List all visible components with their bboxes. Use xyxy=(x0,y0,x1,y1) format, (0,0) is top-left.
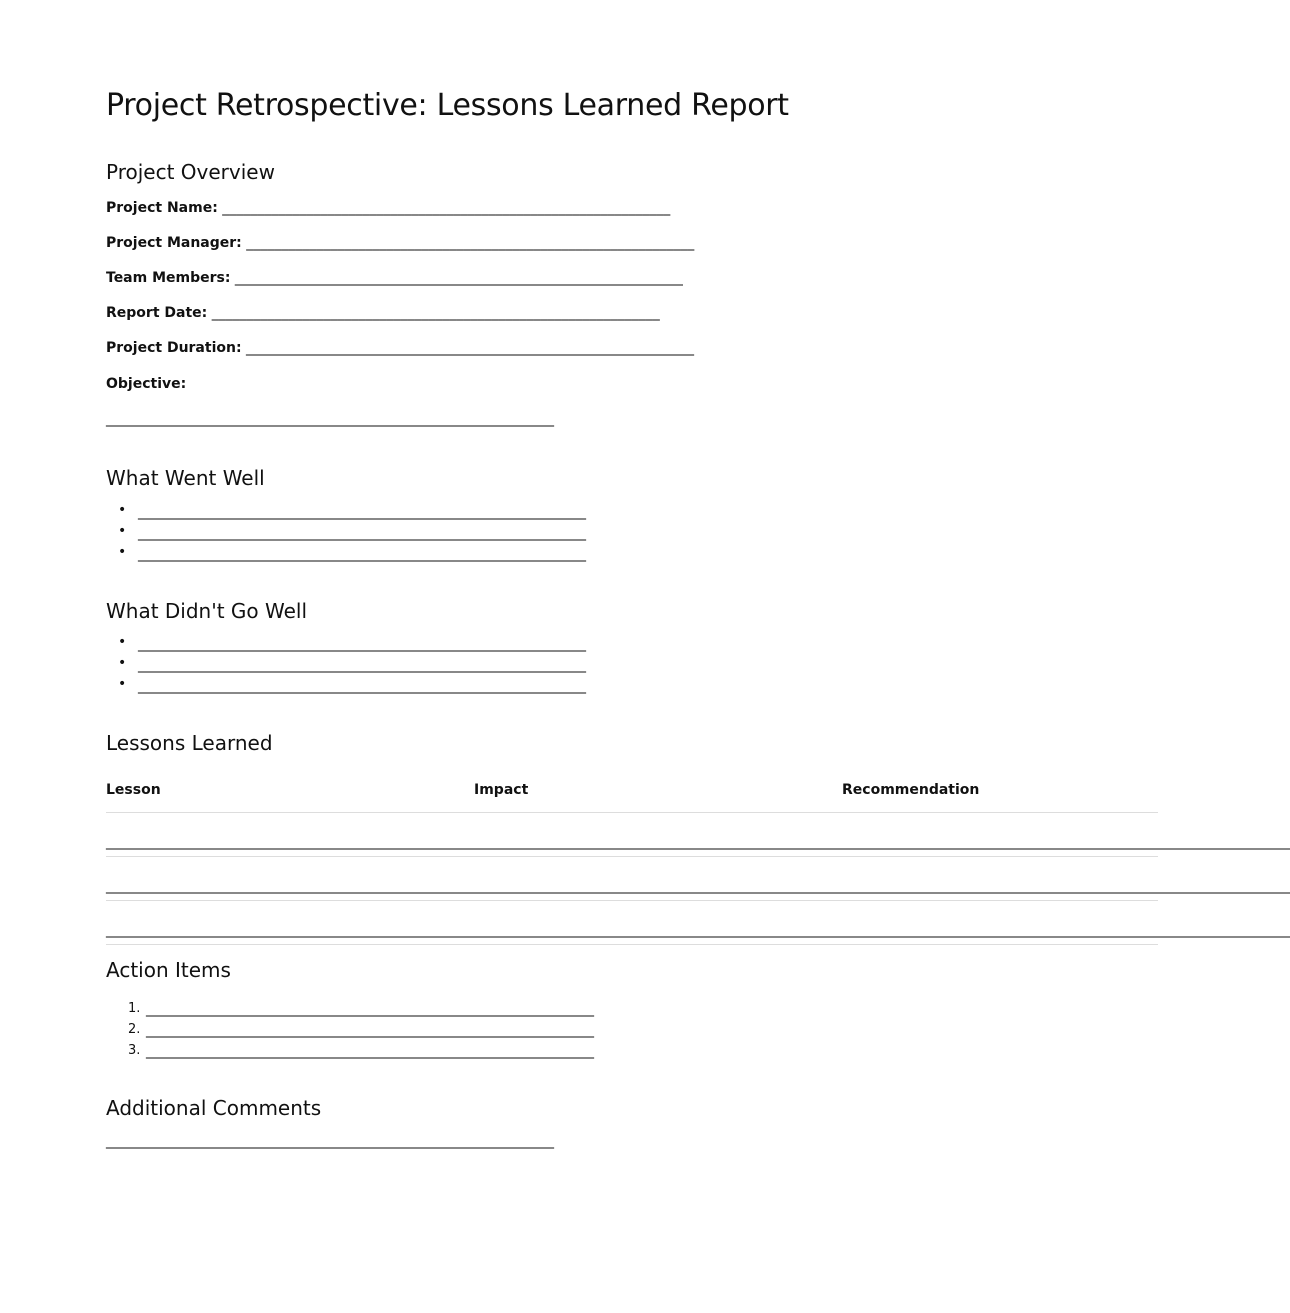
list-number: 3. xyxy=(128,1043,141,1058)
table-row xyxy=(106,857,1158,901)
table-cell xyxy=(842,813,1290,857)
list-item xyxy=(106,634,586,657)
blank-line[interactable]: ________________________________________________________________ xyxy=(146,1022,594,1038)
list-number: 1. xyxy=(128,1001,141,1016)
blank-line[interactable]: ________________________________________________________________ xyxy=(106,411,554,427)
section-heading-didnt-go-well: What Didn't Go Well xyxy=(106,599,308,623)
section-heading-lessons-learned: Lessons Learned xyxy=(106,731,273,755)
bullet-icon: • xyxy=(118,676,127,692)
blank-line[interactable]: ________________________________________________________________ xyxy=(234,270,683,286)
list-item xyxy=(106,502,586,525)
field-team-members xyxy=(106,270,683,286)
comments-blank xyxy=(106,1133,554,1149)
table-cell xyxy=(474,813,922,857)
list-number: 2. xyxy=(128,1022,141,1037)
didnt-go-well-list xyxy=(106,634,586,699)
table-cell xyxy=(842,901,1290,945)
field-label: Objective: xyxy=(106,376,187,392)
list-item xyxy=(106,655,586,678)
list-item xyxy=(106,1022,594,1043)
column-header-lesson: Lesson xyxy=(106,778,474,813)
blank-line[interactable]: ________________________________________________________________ xyxy=(106,834,554,850)
objective-blank xyxy=(106,411,554,427)
table-cell xyxy=(106,813,554,857)
bullet-icon: • xyxy=(118,502,127,518)
blank-line[interactable]: ________________________________________________________________ xyxy=(138,636,586,652)
field-label: Project Manager: xyxy=(106,235,242,251)
went-well-list xyxy=(106,502,586,567)
field-project-name xyxy=(106,200,671,216)
list-item xyxy=(106,544,586,567)
column-header-impact: Impact xyxy=(474,778,842,813)
blank-line[interactable]: ________________________________________________________________ xyxy=(106,1133,554,1149)
blank-line[interactable]: ________________________________________________________________ xyxy=(138,678,586,694)
blank-line[interactable]: ________________________________________________________________ xyxy=(842,878,1290,894)
blank-line[interactable]: ________________________________________________________________ xyxy=(246,340,695,356)
page-title: Project Retrospective: Lessons Learned Report xyxy=(106,88,789,123)
section-heading-action-items: Action Items xyxy=(106,958,231,982)
blank-line[interactable]: ________________________________________________________________ xyxy=(842,834,1290,850)
blank-line[interactable]: ________________________________________________________________ xyxy=(146,1043,594,1059)
section-heading-additional-comments: Additional Comments xyxy=(106,1096,322,1120)
field-label: Report Date: xyxy=(106,305,208,321)
table-row xyxy=(106,901,1158,945)
blank-line[interactable]: ________________________________________________________________ xyxy=(222,200,671,216)
blank-line[interactable]: ________________________________________________________________ xyxy=(146,1001,594,1017)
field-label: Team Members: xyxy=(106,270,231,286)
table-cell xyxy=(106,901,554,945)
section-heading-went-well: What Went Well xyxy=(106,466,265,490)
blank-line[interactable]: ________________________________________________________________ xyxy=(842,922,1290,938)
field-project-duration xyxy=(106,340,695,356)
bullet-icon: • xyxy=(118,544,127,560)
list-item xyxy=(106,1043,594,1064)
bullet-icon: • xyxy=(118,523,127,539)
blank-line[interactable]: ________________________________________________________________ xyxy=(474,878,922,894)
blank-line[interactable]: ________________________________________________________________ xyxy=(138,546,586,562)
table-row xyxy=(106,813,1158,857)
field-objective xyxy=(106,376,186,392)
lessons-table xyxy=(106,778,1290,945)
table-cell xyxy=(474,901,922,945)
section-heading-overview: Project Overview xyxy=(106,160,275,184)
field-label: Project Name: xyxy=(106,200,218,216)
blank-line[interactable]: ________________________________________________________________ xyxy=(138,657,586,673)
field-project-manager xyxy=(106,235,695,251)
bullet-icon: • xyxy=(118,634,127,650)
table-cell xyxy=(842,857,1290,901)
blank-line[interactable]: ________________________________________________________________ xyxy=(106,878,554,894)
bullet-icon: • xyxy=(118,655,127,671)
blank-line[interactable]: ________________________________________________________________ xyxy=(211,305,660,321)
list-item xyxy=(106,523,586,546)
column-header-recommendation: Recommendation xyxy=(842,778,1158,813)
list-item xyxy=(106,1001,594,1022)
blank-line[interactable]: ________________________________________________________________ xyxy=(138,525,586,541)
table-cell xyxy=(106,857,554,901)
list-item xyxy=(106,676,586,699)
table-cell xyxy=(474,857,922,901)
field-label: Project Duration: xyxy=(106,340,242,356)
action-items-list xyxy=(106,1001,594,1064)
blank-line[interactable]: ________________________________________________________________ xyxy=(246,235,695,251)
blank-line[interactable]: ________________________________________________________________ xyxy=(106,922,554,938)
field-report-date xyxy=(106,305,660,321)
table-header-row xyxy=(106,778,1158,813)
blank-line[interactable]: ________________________________________________________________ xyxy=(474,834,922,850)
blank-line[interactable]: ________________________________________________________________ xyxy=(138,504,586,520)
blank-line[interactable]: ________________________________________________________________ xyxy=(474,922,922,938)
